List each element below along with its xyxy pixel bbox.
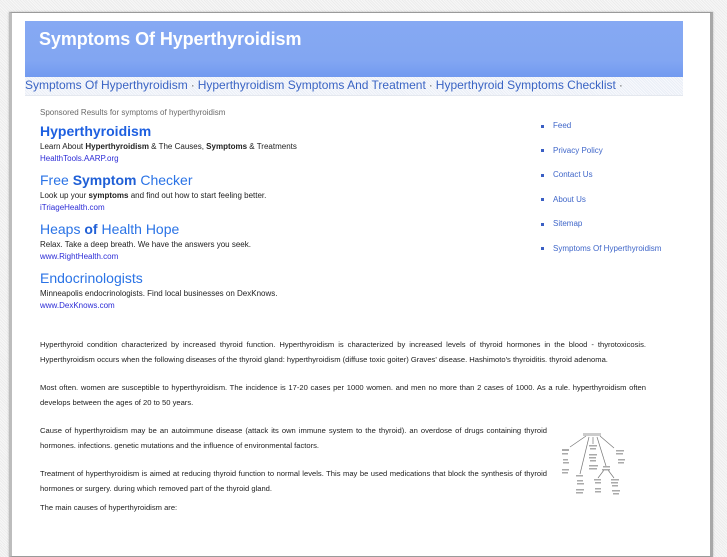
ad-title-text: Heaps	[40, 221, 85, 237]
sidebar-item-feed	[540, 120, 710, 145]
site-title[interactable]: Symptoms Of Hyperthyroidism	[39, 29, 302, 49]
ad-description: Relax. Take a deep breath. We have the answers you seek.	[40, 240, 251, 249]
ad-description: Minneapolis endocrinologists. Find local businesses on DexKnows.	[40, 289, 278, 298]
ad-url-link[interactable]: HealthTools.AARP.org	[40, 154, 119, 163]
ad-title-text: Free	[40, 172, 73, 188]
ad-title-link[interactable]	[40, 171, 193, 189]
ad-desc-keyword: Symptoms	[206, 142, 248, 151]
nav-link-hyperthyroidism-symptoms-and-treatment[interactable]: Hyperthyroidism Symptoms And Treatment	[197, 78, 426, 92]
sidebar-item-about-us	[540, 194, 710, 219]
sidebar-link[interactable]: About Us	[553, 194, 586, 204]
ad-description	[40, 190, 500, 202]
sidebar-item-sitemap	[540, 218, 710, 243]
sidebar-link[interactable]: Contact Us	[553, 170, 593, 179]
ad-url-link[interactable]: www.RightHealth.com	[40, 252, 119, 261]
bullet-icon	[541, 174, 544, 177]
ad-item	[40, 171, 500, 213]
nav-separator: ·	[190, 78, 195, 92]
nav-separator: ·	[618, 78, 623, 92]
top-nav	[25, 77, 683, 96]
ad-url-link[interactable]: iTriageHealth.com	[40, 203, 105, 212]
nav-link-hyperthyroid-symptoms-checklist[interactable]: Hyperthyroid Symptoms Checklist	[435, 78, 616, 92]
sponsored-ads	[40, 122, 500, 318]
ad-desc-text: Learn About	[40, 142, 86, 151]
sidebar-menu	[540, 120, 710, 267]
bullet-icon	[541, 149, 544, 152]
sidebar-link[interactable]: Sitemap	[553, 219, 583, 228]
ad-title-text: Checker	[136, 172, 193, 188]
nav-link-symptoms-of-hyperthyroidism[interactable]: Symptoms Of Hyperthyroidism	[25, 78, 188, 92]
bullet-icon	[541, 198, 544, 201]
article-paragraph: Cause of hyperthyroidism may be an autoimmune disease (attack its own immune system to the thyroid). an overdose of drugs containing thyroid hormones. infections. genetic mutations and the influence of environmental factors.	[40, 426, 547, 450]
ad-desc-text: and find out how to start feeling better.	[128, 191, 267, 200]
ad-desc-keyword: Hyperthyroidism	[85, 142, 149, 151]
ad-desc-text: & Treatments	[247, 142, 297, 151]
ad-title-link[interactable]	[40, 220, 179, 238]
ad-desc-text: & The Causes,	[148, 142, 207, 151]
article-paragraph: Treatment of hyperthyroidism is aimed at reducing thyroid function to normal levels. This may be used medications that block the synthesis of thyroid hormones or surgery. during which removed part of the thyroid gland.	[40, 469, 547, 493]
article-paragraph: Hyperthyroid condition characterized by increased thyroid function. Hyperthyroidism is characterized by increased levels of thyroid hormones in the blood - thyrotoxicosis. Hyperthyroidism occurs when the following diseases of the thyroid gland: hyperthyroidism (diffuse toxic goiter) Graves' disease. Hashimoto's thyroiditis. thyroid adenoma.	[40, 340, 646, 364]
ad-title-text: Hyperthyroidism	[40, 123, 152, 139]
flowchart-diagram-icon	[556, 432, 630, 502]
sidebar-item-privacy-policy	[540, 145, 710, 170]
ad-title-link[interactable]	[40, 122, 151, 140]
ad-title-keyword: Symptom	[72, 172, 137, 188]
sidebar-link[interactable]: Symptoms Of Hyperthyroidism	[553, 243, 662, 253]
ad-desc-keyword: symptoms	[88, 191, 129, 200]
ad-url-link[interactable]: www.DexKnows.com	[40, 301, 115, 310]
ad-title-keyword: of	[84, 221, 98, 237]
site-header	[25, 21, 683, 77]
sidebar-link[interactable]: Feed	[553, 121, 572, 130]
ad-title-text: Endocrinologists	[40, 270, 143, 286]
ad-description	[40, 141, 500, 153]
sidebar-item-symptoms-of-hyperthyroidism	[540, 243, 710, 268]
sidebar-item-contact-us	[540, 169, 710, 194]
ad-desc-text: Look up your	[40, 191, 89, 200]
ad-title-link[interactable]	[40, 269, 143, 287]
ad-item	[40, 269, 500, 311]
bullet-icon	[541, 247, 544, 250]
sidebar-link[interactable]: Privacy Policy	[553, 145, 603, 155]
bullet-icon	[541, 125, 544, 128]
article-paragraph: Most often. women are susceptible to hyperthyroidism. The incidence is 17-20 cases per 1000 women. and men no more than 2 cases of 1000. As a rule. hyperthyroidism often develops between the ages of 20 to 50 years.	[40, 383, 646, 407]
sponsored-heading: Sponsored Results for symptoms of hyperthyroidism	[40, 108, 226, 117]
ad-title-text: Health Hope	[97, 221, 180, 237]
ad-item	[40, 220, 500, 262]
nav-separator: ·	[428, 78, 433, 92]
bullet-icon	[541, 223, 544, 226]
article-paragraph: The main causes of hyperthyroidism are:	[40, 503, 178, 512]
ad-item	[40, 122, 500, 164]
